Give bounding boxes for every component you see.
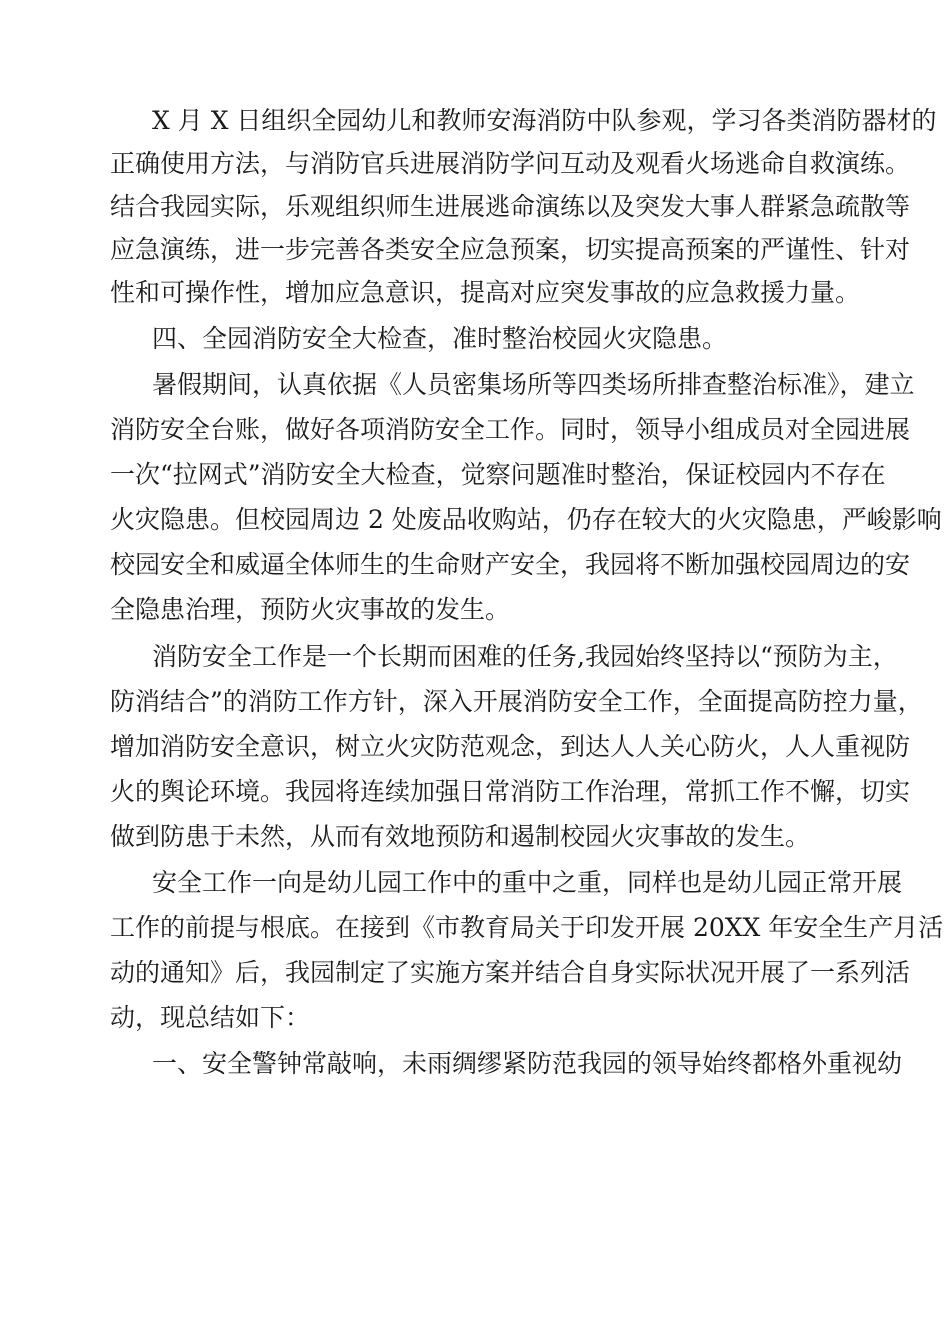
section-heading-4: 四、全园消防安全大检查，准时整治校园火灾隐患。 xyxy=(152,324,728,353)
text-line-17: 做到防患于未然，从而有效地预防和遏制校园火灾事故的发生。 xyxy=(110,822,811,851)
text-line-4: 应急演练，进一步完善各类安全应急预案，切实提高预案的严谨性、针对 xyxy=(110,235,911,264)
section-heading-1: 一、安全警钟常敲响，未雨绸缪紧防范我园的领导始终都格外重视幼 xyxy=(152,1049,903,1078)
text-line-12: 全隐患治理，预防火灾事故的发生。 xyxy=(110,595,511,624)
text-line-9: 一次“拉网式”消防安全大检查，觉察问题准时整治，保证校园内不存在 xyxy=(110,460,886,489)
text-line-2: 正确使用方法，与消防官兵进展消防学问互动及观看火场逃命自救演练。 xyxy=(110,149,911,178)
text-line-5: 性和可操作性，增加应急意识，提高对应突发事故的应急救援力量。 xyxy=(110,278,861,307)
text-line-3: 结合我园实际，乐观组织师生进展逃命演练以及突发大事人群紧急疏散等 xyxy=(110,192,911,221)
text-line-18: 安全工作一向是幼儿园工作中的重中之重，同样也是幼儿园正常开展 xyxy=(152,868,903,897)
text-line-16: 火的舆论环境。我园将连续加强日常消防工作治理，常抓工作不懈，切实 xyxy=(110,777,911,806)
text-line-7: 暑假期间，认真依据《人员密集场所等四类场所排查整治标准》，建立 xyxy=(152,370,915,399)
text-line-15: 增加消防安全意识，树立火灾防范观念，到达人人关心防火，人人重视防 xyxy=(110,732,911,761)
text-line-19: 工作的前提与根底。在接到《市教育局关于印发开展 20XX 年安全生产月活 xyxy=(110,913,944,942)
text-line-11: 校园安全和威逼全体师生的生命财产安全，我园将不断加强校园周边的安 xyxy=(110,550,911,579)
text-line-21: 动，现总结如下： xyxy=(110,1003,311,1032)
text-line-20: 动的通知》后，我园制定了实施方案并结合自身实际状况开展了一系列活 xyxy=(110,958,911,987)
text-line-1: X 月 X 日组织全园幼儿和教师安海消防中队参观，学习各类消防器材的 xyxy=(152,106,937,135)
text-line-8: 消防安全台账，做好各项消防安全工作。同时，领导小组成员对全园进展 xyxy=(110,415,911,444)
text-line-13: 消防安全工作是一个长期而困难的任务,我园始终坚持以“预防为主， xyxy=(152,642,898,671)
text-line-10: 火灾隐患。但校园周边 2 处废品收购站，仍存在较大的火灾隐患，严峻影响 xyxy=(110,505,942,534)
text-line-14: 防消结合”的消防工作方针，深入开展消防安全工作，全面提高防控力量， xyxy=(110,687,923,716)
